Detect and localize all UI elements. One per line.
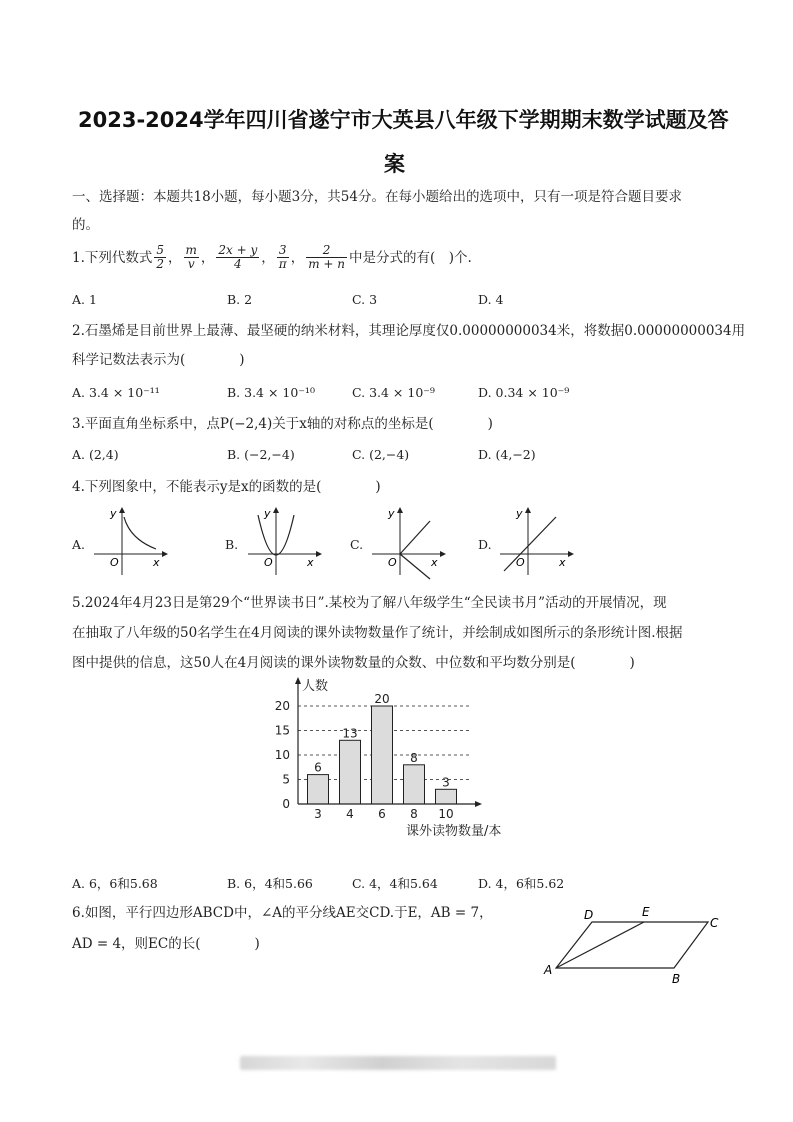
q1-fraction-2: $\frac{m}{v}$ [185, 243, 197, 271]
x-tick-10: 10 [438, 807, 454, 821]
reading-bar-chart [260, 672, 540, 840]
q2-option-b: B. 3.4 × 10⁻¹⁰ [227, 385, 315, 400]
x-tick-8: 8 [410, 807, 418, 821]
bar-6 [372, 706, 393, 804]
bar-10 [436, 789, 457, 804]
q4-option-a-label: A. [72, 537, 86, 552]
q1-option-a: A. 1 [72, 292, 97, 307]
blurred-footer-watermark [240, 1056, 556, 1070]
point-label-a: A [544, 963, 553, 977]
q5-option-c: C. 4，4和5.64 [352, 876, 438, 891]
y-axis-label: 人数 [302, 679, 329, 694]
q1-fraction-5: $\frac{2}{m + n}$ [308, 243, 345, 271]
point-label-b: B [672, 972, 681, 985]
point-label-c: C [710, 916, 719, 930]
q4-graph-c [368, 505, 448, 580]
bar-8 [404, 765, 425, 804]
y-tick-5: 5 [282, 772, 290, 787]
q1-option-d: D. 4 [478, 292, 504, 307]
point-label-d: D [584, 908, 594, 922]
q2-option-c: C. 3.4 × 10⁻⁹ [352, 385, 435, 400]
x-tick-6: 6 [378, 807, 386, 821]
section-instructions-line2: 的。 [72, 217, 99, 233]
y-tick-0: 0 [282, 797, 290, 811]
q3-option-b: B. (−2,−4) [227, 447, 295, 462]
x-axis-label: 课外读物数量/本 [406, 824, 502, 839]
parallelogram-figure [540, 900, 730, 985]
q4-option-b-label: B. [225, 537, 239, 552]
question-6-line1: 6.如图，平行四边形ABCD中，∠A的平分线AE交CD.于E，AB = 7， [72, 905, 493, 921]
svg-text:x: x [559, 556, 566, 569]
y-tick-15: 15 [274, 723, 290, 738]
q4-graph-a [90, 505, 170, 580]
y-tick-20: 20 [274, 699, 290, 713]
question-3-stem: 3.平面直角坐标系中，点P(−2,4)关于x轴的对称点的坐标是( ) [72, 416, 493, 432]
q3-option-c: C. (2,−4) [352, 447, 410, 462]
question-5-line3: 图中提供的信息，这50人在4月阅读的课外读物数量的众数、中位数和平均数分别是( ) [72, 655, 635, 671]
svg-text:x: x [153, 556, 160, 569]
svg-text:x: x [431, 556, 438, 569]
data-label-10: 3 [442, 775, 450, 790]
question-2-line2: 科学记数法表示为( ) [72, 352, 245, 368]
question-4-stem: 4.下列图象中，不能表示y是x的函数的是( ) [72, 479, 381, 495]
data-label-8: 8 [410, 750, 418, 765]
page-title-line2: 案 [384, 152, 405, 176]
question-2-line1: 2.石墨烯是目前世界上最薄、最坚硬的纳米材料，其理论厚度仅0.00000000034米，将数据0.00000000034用 [72, 323, 746, 339]
svg-text:O: O [264, 556, 273, 569]
q4-option-c-label: C. [350, 537, 364, 552]
data-label-4: 13 [342, 726, 358, 741]
svg-text:O: O [110, 556, 119, 569]
svg-text:y: y [110, 507, 117, 520]
segment-ae [556, 922, 644, 968]
svg-text:y: y [264, 507, 271, 520]
q1-prefix: 1.下列代数式 [72, 249, 153, 266]
data-label-3: 6 [314, 760, 322, 775]
bar-3 [308, 775, 329, 804]
section-instructions-line1: 一、选择题：本题共18小题，每小题3分，共54分。在每小题给出的选项中，只有一项是符合题目要求 [72, 189, 682, 205]
q4-graph-d [496, 505, 576, 580]
q1-fraction-4: $\frac{3}{\pi}$ [278, 243, 287, 271]
data-label-6: 20 [374, 692, 390, 706]
question-5-line2: 在抽取了八年级的50名学生在4月阅读的课外读物数量作了统计，并绘制成如图所示的条形统计图.根据 [72, 625, 683, 641]
q1-suffix: 中是分式的有( )个. [348, 249, 472, 266]
x-axis-arrow [475, 801, 482, 807]
x-tick-3: 3 [314, 807, 322, 821]
q1-fraction-1: $\frac{5}{2}$ [156, 243, 165, 271]
y-axis-arrow [295, 677, 301, 684]
x-tick-4: 4 [346, 807, 354, 821]
question-5-line1: 5.2024年4月23日是第29个“世界读书日”.某校为了解八年级学生“全民读书月”活动的开展情况，现 [72, 595, 667, 611]
svg-text:O: O [516, 556, 525, 569]
svg-text:O: O [388, 556, 397, 569]
q3-option-d: D. (4,−2) [478, 447, 536, 462]
q5-option-b: B. 6，4和5.66 [227, 876, 313, 891]
q5-option-a: A. 6，6和5.68 [72, 876, 158, 891]
svg-text:x: x [307, 556, 314, 569]
question-6-line2: AD = 4，则EC的长( ) [72, 936, 260, 952]
svg-text:y: y [388, 507, 395, 520]
q1-option-c: C. 3 [352, 292, 378, 307]
svg-text:y: y [516, 507, 523, 520]
bar-4 [340, 740, 361, 804]
q1-fraction-3: $\frac{2x + y}{4}$ [218, 243, 258, 271]
q2-option-d: D. 0.34 × 10⁻⁹ [478, 385, 570, 400]
q4-option-d-label: D. [478, 537, 492, 552]
question-1-stem: 1.下列代数式 $\frac{5}{2}$ ， $\frac{m}{v}$ ， $\frac{2x + y}{4}$ ， $\frac{3}{\pi}$ ， $\frac{2}{m + n}$ 中是分式的有( )个. [72, 243, 472, 271]
q4-graph-b [244, 505, 324, 580]
y-tick-10: 10 [274, 748, 290, 762]
q3-option-a: A. (2,4) [72, 447, 119, 462]
q5-option-d: D. 4，6和5.62 [478, 876, 565, 891]
point-label-e: E [642, 905, 650, 919]
q1-option-b: B. 2 [227, 292, 253, 307]
page-title-line1: 2023-2024学年四川省遂宁市大英县八年级下学期期末数学试题及答 [78, 108, 729, 132]
q2-option-a: A. 3.4 × 10⁻¹¹ [72, 385, 160, 400]
